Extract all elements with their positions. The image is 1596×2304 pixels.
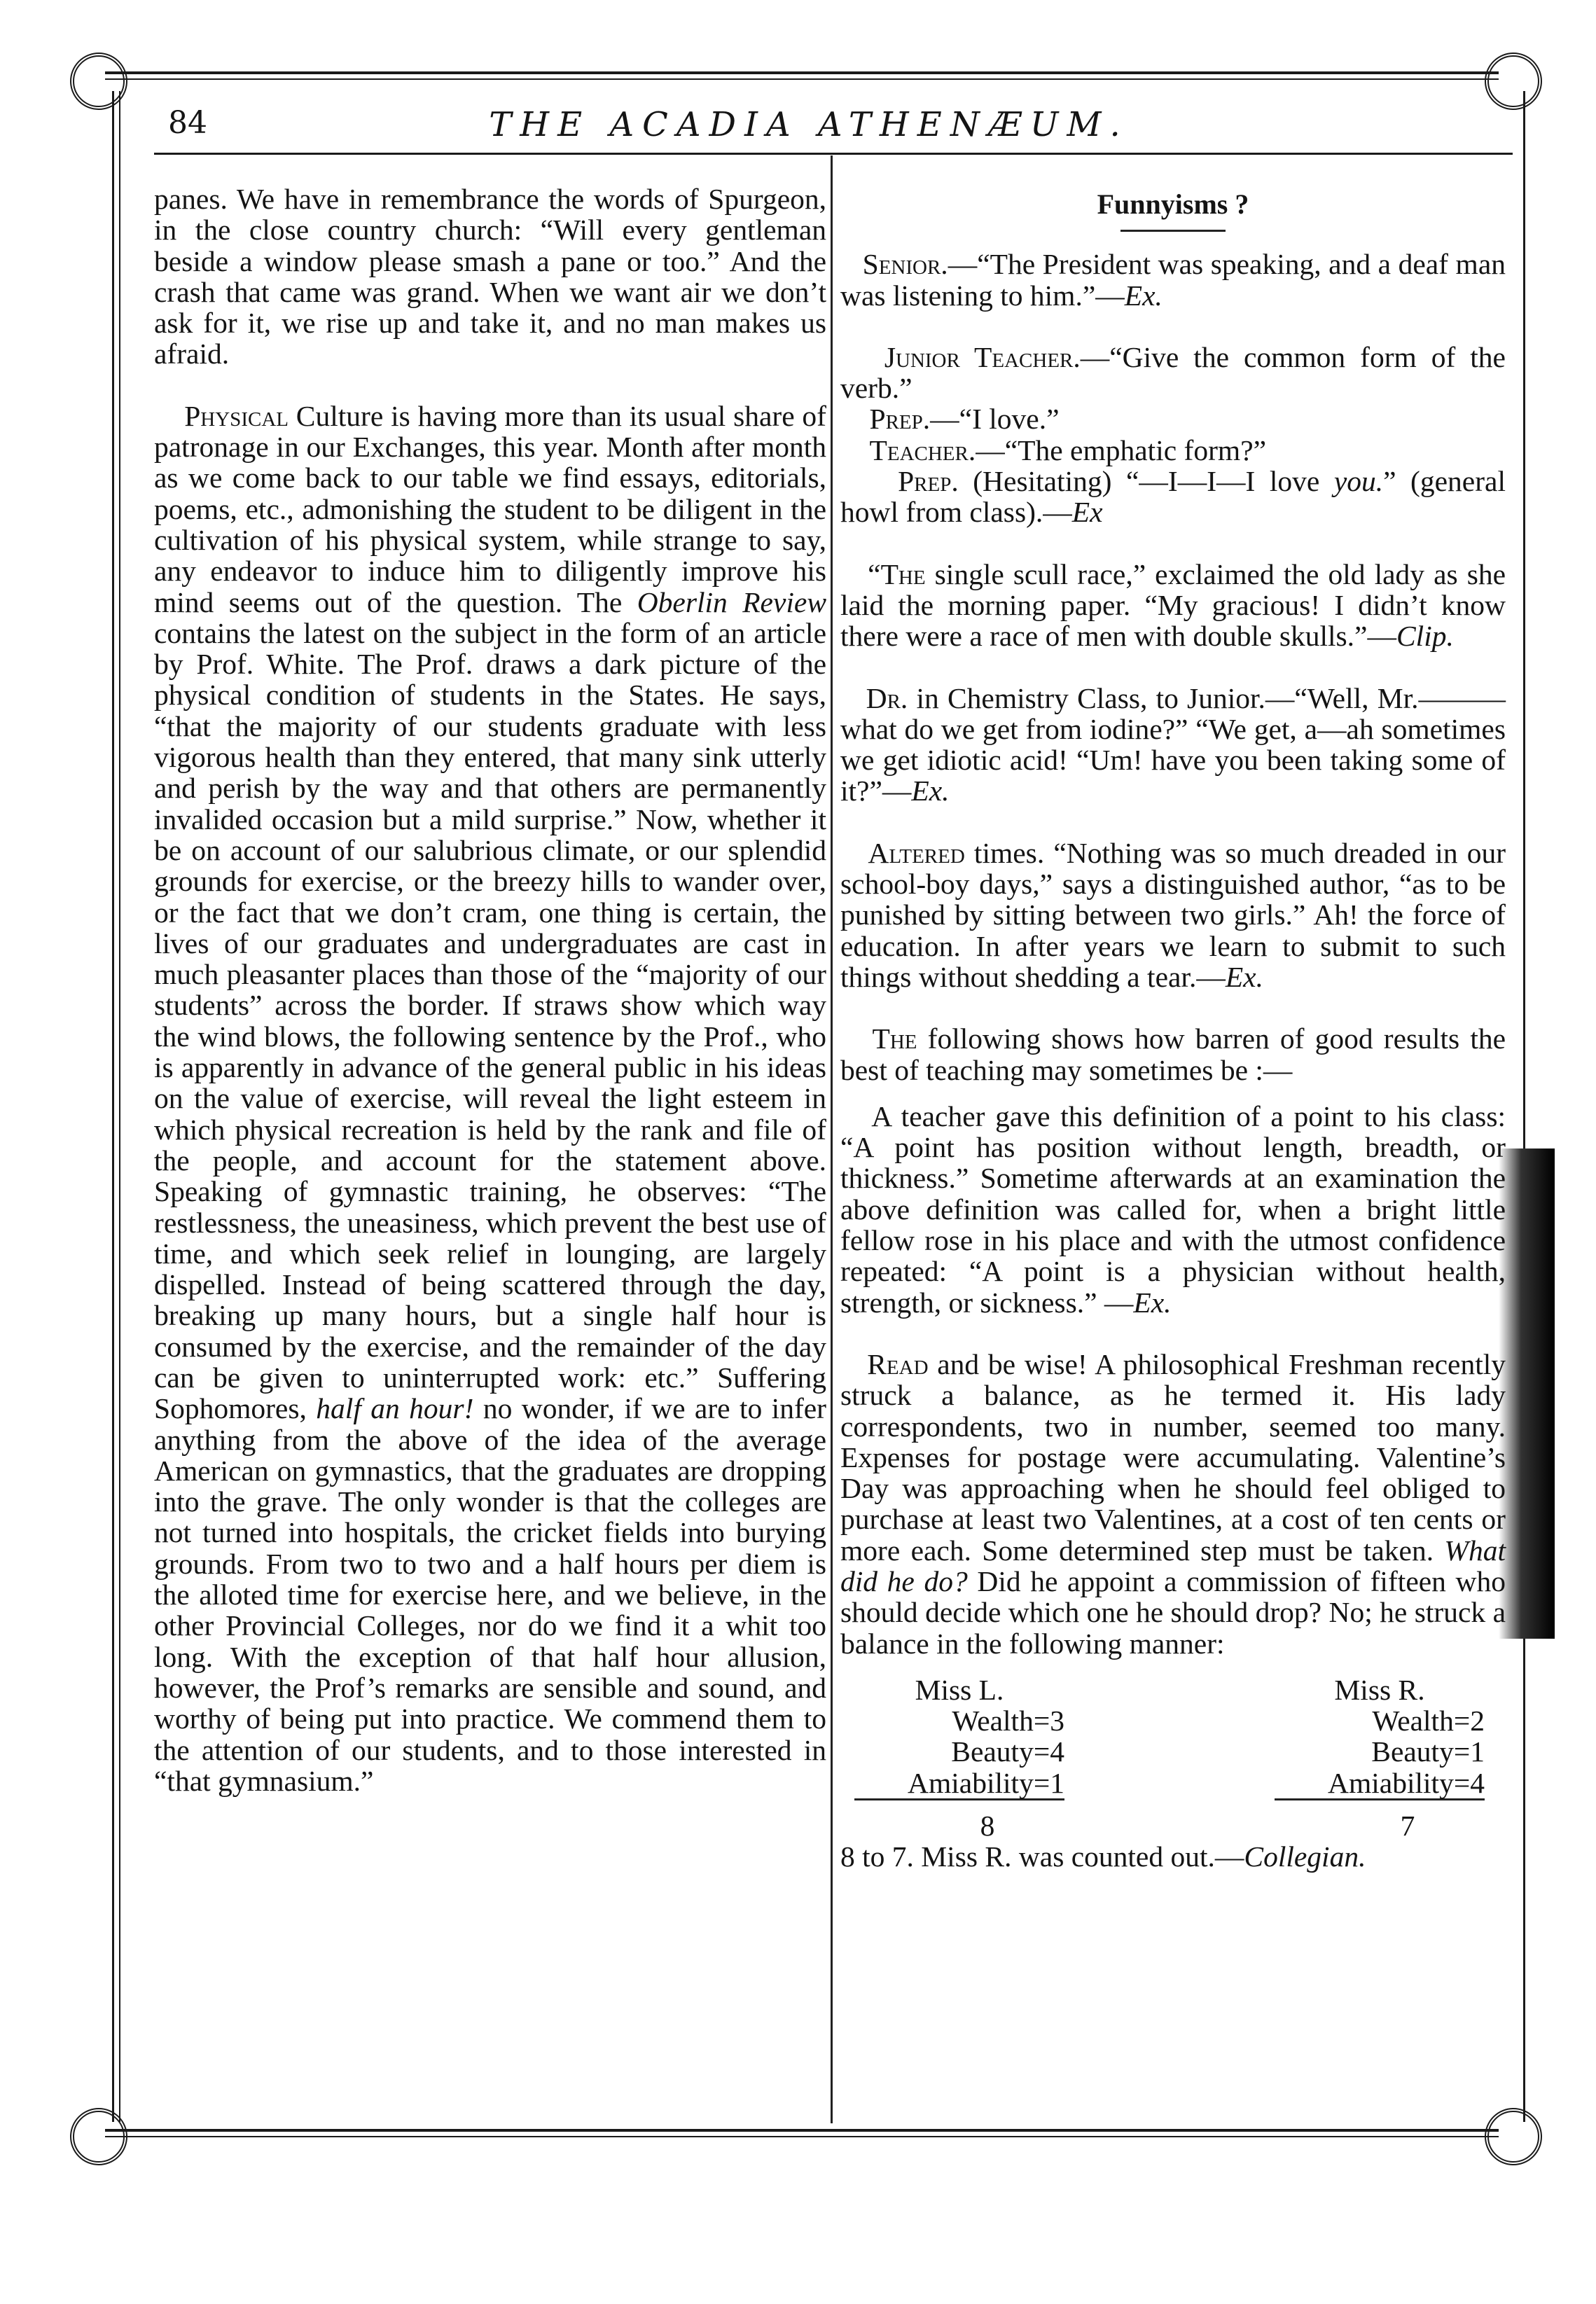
tally-miss-r-beauty: Beauty=1: [1371, 1735, 1485, 1768]
text-junior-teacher: —“Give the common form of the verb.”: [840, 340, 1506, 405]
section-title: Funnyisms ?: [1097, 188, 1249, 220]
column-divider: [831, 155, 833, 2123]
tally-miss-r: [1275, 1674, 1485, 1841]
page-header: [168, 105, 1450, 154]
lead-read: Read: [867, 1347, 929, 1380]
corner-ornament-bottom-left: [70, 2108, 127, 2165]
tally-miss-l-wealth: Wealth=3: [952, 1705, 1064, 1737]
lead-dr: Dr.: [866, 681, 908, 714]
text-point-definition: A teacher gave this definition of a point to his class: “A point has position without length, breadth, or thickness.” Sometime afterwards at an examination the above definition was called for, when a bright little fellow rose in his place and with the utmost confidence repeated: “A point is a physician without health, strength, or sickness.” —: [840, 1099, 1506, 1319]
item-prep-2: [840, 466, 1506, 528]
source-altered: Ex.: [1225, 960, 1263, 993]
bottom-rule-inner: [105, 2136, 1499, 2137]
corner-ornament-bottom-right: [1485, 2108, 1542, 2165]
lead-junior-teacher: Junior Teacher.: [884, 340, 1081, 373]
journal-title: THE ACADIA ATHENÆUM.: [489, 105, 1129, 144]
lead-scull: “The: [868, 557, 926, 590]
corner-ornament-top-left: [70, 53, 127, 110]
section-title-rule: [1120, 230, 1226, 232]
paragraph-prof-white: contains the latest on the subject in the form of an article by Prof. White. The Prof. draws a dark picture of the physical condition of students in the States. He says, “that the majority of our students graduate with less vigorous health than they entered, that many sink utterly and perish by the way and that others are permanently invalided occasion but a mild surprise.” Now, whether it be on account of our salubrious climate, or our splendid grounds for exercise, or the breezy hills to wander over, or the fact that we don’t cram, one thing is certain, the lives of our graduates and undergraduates are cast in much pleasanter places than those of the “majority of our students” across the border. If straws show which way the wind blows, the following sentence by the Prof., who is apparently in advance of the general public in his ideas on the value of exercise, will reveal the light esteem in which physical recreation is held by the rank and file of the people, and account for the statement above. Speaking of gymnastic training, he observes: “The restlessness, the uneasiness, which prevent the best use of time, and which seek relief in lounging, are largely dispelled. Instead of being scattered through the day, breaking up many hours, but a single half hour is consumed by the exercise, and the remainder of the day can be given to uninterrupted work: etc.” Suffering Sophomores,: [154, 616, 826, 1425]
item-scull-race: [840, 559, 1506, 652]
text-senior: —“The President was speaking, and a deaf man was listening to him.”—: [840, 248, 1506, 312]
item-following: [840, 1023, 1506, 1085]
binding-shadow: [1499, 1148, 1555, 1639]
text-teacher: —“The emphatic form?”: [976, 433, 1267, 466]
source-scull: Clip.: [1396, 620, 1454, 653]
lead-teacher: Teacher.: [869, 433, 976, 466]
text-read: and be wise! A philosophical Freshman recently struck a balance, as he termed it. His lady correspondents, two in number, seemed too many. Expenses for postage were accumulating. Valentine’s Day was approaching when he should feel obliged to purchase at least two Valentines, at a cost of ten cents or more each. Some determined step must be taken.: [840, 1347, 1506, 1567]
text-scull: single scull race,” exclaimed the old lady as she laid the morning paper. “My gracious! I didn’t know there were a race of men with double skulls.”—: [840, 557, 1506, 653]
lead-altered: Altered: [868, 836, 965, 869]
item-read-and-be-wise: [840, 1349, 1506, 1659]
text-read-2: Did he appoint a commission of fifteen who should decide which one he should drop? No; he struck a balance in the following manner:: [840, 1564, 1506, 1660]
left-column: [154, 183, 826, 1796]
item-chemistry: [840, 683, 1506, 807]
tally-miss-r-wealth: Wealth=2: [1372, 1705, 1485, 1737]
left-border-rule: [112, 91, 114, 2122]
source-point-definition: Ex.: [1133, 1286, 1172, 1319]
item-point-definition: [840, 1101, 1506, 1318]
text-prep-2-end: ” (general howl from class).—: [840, 465, 1506, 529]
lead-senior: Senior.: [862, 248, 948, 281]
source-prep-2: Ex: [1071, 496, 1103, 529]
tally-miss-r-amiability: Amiability=4: [1275, 1768, 1485, 1800]
right-border-rule: [1523, 91, 1525, 2122]
italic-phrase: half an hour!: [316, 1392, 474, 1425]
top-rule-inner: [105, 78, 1499, 80]
balance-tally: [840, 1674, 1506, 1841]
item-junior-teacher: [840, 342, 1506, 404]
text-closing: 8 to 7. Miss R. was counted out.—: [840, 1840, 1244, 1873]
text-prep-2-you: you.: [1333, 465, 1384, 498]
lead-prep-1: Prep.: [869, 403, 931, 436]
text-altered: times. “Nothing was so much dreaded in our school-boy days,” says a distinguished author, “as to be punished by sitting between two girls.” Ah! the force of education. In after years we learn to submit to such things without shedding a tear.—: [840, 836, 1506, 993]
tally-miss-r-total: 7: [1400, 1810, 1415, 1842]
tally-miss-l: [854, 1674, 1064, 1841]
tally-miss-l-total: 8: [980, 1810, 995, 1842]
paragraph-panes: panes. We have in remembrance the words of Spurgeon, in the close country church: “Will every gentleman beside a window please smash a pane or too.” And the crash that came was grand. When we want air we don’t ask for it, we rise up and take it, and no man makes us afraid.: [154, 183, 826, 370]
item-senior: [840, 249, 1506, 311]
item-teacher: [840, 435, 1506, 466]
paragraph-physical-culture: [154, 401, 826, 1796]
text-dr: in Chemistry Class, to Junior.—“Well, Mr.———what do we get from iodine?” “We get, a—ah sometimes we get idiotic acid! “Um! have you been taking some of it?”—: [840, 681, 1506, 807]
lead-word-physical: Physical: [184, 399, 289, 432]
text-prep-2: (Hesitating) “—I—I—I love: [973, 465, 1320, 498]
text-read-italic: What did he do?: [840, 1534, 1506, 1597]
closing-line: [840, 1841, 1506, 1872]
top-rule: [105, 71, 1499, 74]
tally-miss-l-name: Miss L.: [915, 1673, 1004, 1706]
source-closing: Collegian.: [1244, 1840, 1366, 1873]
tally-miss-l-amiability: Amiability=1: [854, 1768, 1064, 1800]
review-title: Oberlin Review: [637, 585, 827, 618]
text-prep-1: —“I love.”: [930, 403, 1060, 436]
text-following: following shows how barren of good results the best of teaching may sometimes be :—: [840, 1022, 1506, 1086]
lead-following: The: [872, 1022, 917, 1055]
corner-ornament-top-right: [1485, 53, 1542, 110]
page-number: 84: [168, 105, 207, 141]
tally-miss-l-beauty: Beauty=4: [951, 1735, 1064, 1768]
source-dr: Ex.: [911, 775, 950, 807]
bottom-rule: [105, 2129, 1499, 2132]
item-prep-1: [840, 403, 1506, 434]
tally-miss-r-name: Miss R.: [1334, 1673, 1425, 1706]
left-border-rule-inner: [119, 91, 120, 2122]
item-altered-times: [840, 838, 1506, 992]
right-column: [840, 183, 1506, 1873]
paragraph-gymnasium: no wonder, if we are to infer anything from the above of the idea of the average American on gymnastics, that the graduates are dropping into the grave. The only wonder is that the colleges are not turned into hospitals, the cricket fields into burying grounds. From two to two and a half hours per diem is the alloted time for exercise here, and we believe, in the other Provincial Colleges, nor do we find it a whit too long. With the exception of that half hour allusion, however, the Prof’s remarks are sensible and sound, and worthy of being put into practice. We commend them to the attention of our students, and to those interested in “that gymnasium.”: [154, 1392, 827, 1797]
source-senior: Ex.: [1124, 279, 1163, 312]
lead-prep-2: Prep.: [898, 465, 959, 498]
paragraph-physical-text: Culture is having more than its usual share of patronage in our Exchanges, this year. Month after month as we come back to our table we find essays, editorials, poems, etc., admonishing the student to be diligent in the cultivation of his physical system, while strange to say, any endeavor to induce him to diligently improve his mind seems out of the question. The: [154, 399, 826, 618]
